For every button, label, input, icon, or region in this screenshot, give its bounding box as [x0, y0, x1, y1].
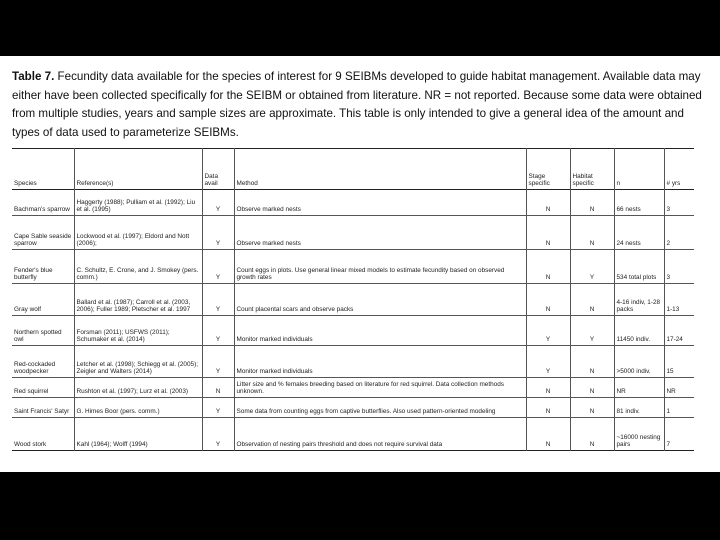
cell-years: 2: [664, 216, 694, 250]
cell-species: Northern spotted owl: [14, 328, 62, 344]
cell-references: Forsman (2011); USFWS (2011); Schumaker et al. (2014): [74, 316, 202, 346]
cell-years: 1-13: [664, 284, 694, 316]
table-row: [12, 284, 694, 316]
cell-n: 534 total plots: [614, 250, 664, 284]
header-years: # yrs: [664, 149, 694, 190]
cell-data-avail: Y: [202, 216, 234, 250]
cell-species: Saint Francis' Satyr: [14, 408, 70, 416]
table-row: [12, 216, 694, 250]
cell-habitat-specific: Y: [570, 316, 614, 346]
cell-habitat-specific: N: [570, 284, 614, 316]
fecundity-table-wrapper: [12, 148, 694, 451]
cell-years: 15: [664, 346, 694, 378]
cell-references: Haggerty (1988); Pulliam et al. (1992); Liu et al. (1995): [74, 190, 202, 216]
header-n: n: [614, 149, 664, 190]
cell-references: Rushton et al. (1997); Lurz et al. (2003): [74, 378, 202, 398]
cell-n: 4-16 indiv, 1-28 packs: [614, 284, 664, 316]
cell-habitat-specific: N: [570, 346, 614, 378]
header-stage-specific: Stage specific: [526, 149, 570, 190]
cell-n: 66 nests: [614, 190, 664, 216]
table-row: [12, 378, 694, 398]
cell-method: Monitor marked individuals: [234, 346, 526, 378]
cell-species: Wood stork: [14, 441, 47, 449]
cell-stage-specific: N: [526, 378, 570, 398]
cell-stage-specific: N: [526, 398, 570, 418]
cell-stage-specific: N: [526, 284, 570, 316]
cell-references: Lockwood et al. (1997); Eldord and Nott (2006);: [74, 216, 202, 250]
cell-method: Observation of nesting pairs threshold and does not require survival data: [234, 418, 526, 451]
cell-years: 3: [664, 250, 694, 284]
cell-habitat-specific: N: [570, 418, 614, 451]
cell-habitat-specific: N: [570, 378, 614, 398]
cell-references: Letcher et al. (1998); Schiegg et al. (2005); Zeigler and Walters (2014): [74, 346, 202, 378]
cell-data-avail: Y: [202, 316, 234, 346]
cell-method: Litter size and % females breeding based on literature for red squirrel. Data collection methods unknown.: [234, 378, 526, 398]
table-row: [12, 346, 694, 378]
cell-stage-specific: Y: [526, 316, 570, 346]
cell-method: Some data from counting eggs from captive butterflies. Also used pattern-oriented modeling: [234, 398, 526, 418]
cell-years: NR: [664, 378, 694, 398]
cell-stage-specific: N: [526, 216, 570, 250]
cell-years: 7: [664, 418, 694, 451]
cell-n: 24 nests: [614, 216, 664, 250]
table-row: [12, 398, 694, 418]
cell-species: Red squirrel: [14, 388, 49, 396]
cell-species: Gray wolf: [14, 306, 41, 314]
cell-method: Monitor marked individuals: [234, 316, 526, 346]
table-row: [12, 418, 694, 451]
cell-n: NR: [614, 378, 664, 398]
header-habitat-specific: Habitat specific: [570, 149, 614, 190]
cell-data-avail: Y: [202, 284, 234, 316]
cell-years: 3: [664, 190, 694, 216]
slide-page: [0, 56, 720, 472]
cell-n: >5000 indiv.: [614, 346, 664, 378]
cell-stage-specific: N: [526, 418, 570, 451]
header-method: Method: [234, 149, 526, 190]
cell-habitat-specific: N: [570, 216, 614, 250]
cell-references: Kahl (1964); Wolff (1994): [74, 418, 202, 451]
cell-stage-specific: N: [526, 250, 570, 284]
header-data-avail: Data avail: [202, 149, 234, 190]
cell-habitat-specific: N: [570, 190, 614, 216]
cell-habitat-specific: Y: [570, 250, 614, 284]
cell-species: Fender's blue butterfly: [14, 266, 53, 282]
cell-references: G. Himes Boor (pers. comm.): [74, 398, 202, 418]
cell-method: Count eggs in plots. Use general linear mixed models to estimate fecundity based on observed growth rates: [234, 250, 526, 284]
caption-label: Table 7.: [12, 70, 55, 83]
cell-n: 11450 indiv.: [614, 316, 664, 346]
cell-data-avail: Y: [202, 190, 234, 216]
cell-species: Bachman's sparrow: [14, 206, 70, 214]
fecundity-table: [12, 148, 694, 451]
cell-data-avail: N: [202, 378, 234, 398]
header-references: Reference(s): [74, 149, 202, 190]
cell-n: ~16000 nesting pairs: [614, 418, 664, 451]
table-caption: [12, 68, 712, 142]
header-species: Species: [14, 180, 37, 188]
caption-text: Fecundity data available for the species of interest for 9 SEIBMs developed to guide habitat management. Available data may either have been collected specifically for the SEIBM or obtained from literature. NR = not reported. Because some data were obtained from multiple studies, years and sample sizes are approximate. This table is only intended to give a general idea of the amount and types of data used to parameterize SEIBMs.: [12, 70, 702, 139]
cell-data-avail: Y: [202, 250, 234, 284]
table-row: [12, 250, 694, 284]
cell-data-avail: Y: [202, 398, 234, 418]
cell-method: Observe marked nests: [234, 216, 526, 250]
cell-references: Ballard et al. (1987); Carroll et al. (2003, 2006); Fuller 1989; Pletscher et al. 1997: [74, 284, 202, 316]
cell-method: Observe marked nests: [234, 190, 526, 216]
cell-data-avail: Y: [202, 418, 234, 451]
cell-stage-specific: N: [526, 190, 570, 216]
table-row: [12, 190, 694, 216]
table-header-row: [12, 149, 694, 190]
cell-n: 81 indiv.: [614, 398, 664, 418]
cell-habitat-specific: N: [570, 398, 614, 418]
cell-species: Cape Sable seaside sparrow: [14, 232, 72, 248]
table-row: [12, 316, 694, 346]
cell-data-avail: Y: [202, 346, 234, 378]
cell-references: C. Schultz, E. Crone, and J. Smokey (pers. comm.): [74, 250, 202, 284]
cell-stage-specific: Y: [526, 346, 570, 378]
cell-years: 17-24: [664, 316, 694, 346]
cell-method: Count placental scars and observe packs: [234, 284, 526, 316]
cell-years: 1: [664, 398, 694, 418]
cell-species: Red-cockaded woodpecker: [14, 360, 56, 376]
